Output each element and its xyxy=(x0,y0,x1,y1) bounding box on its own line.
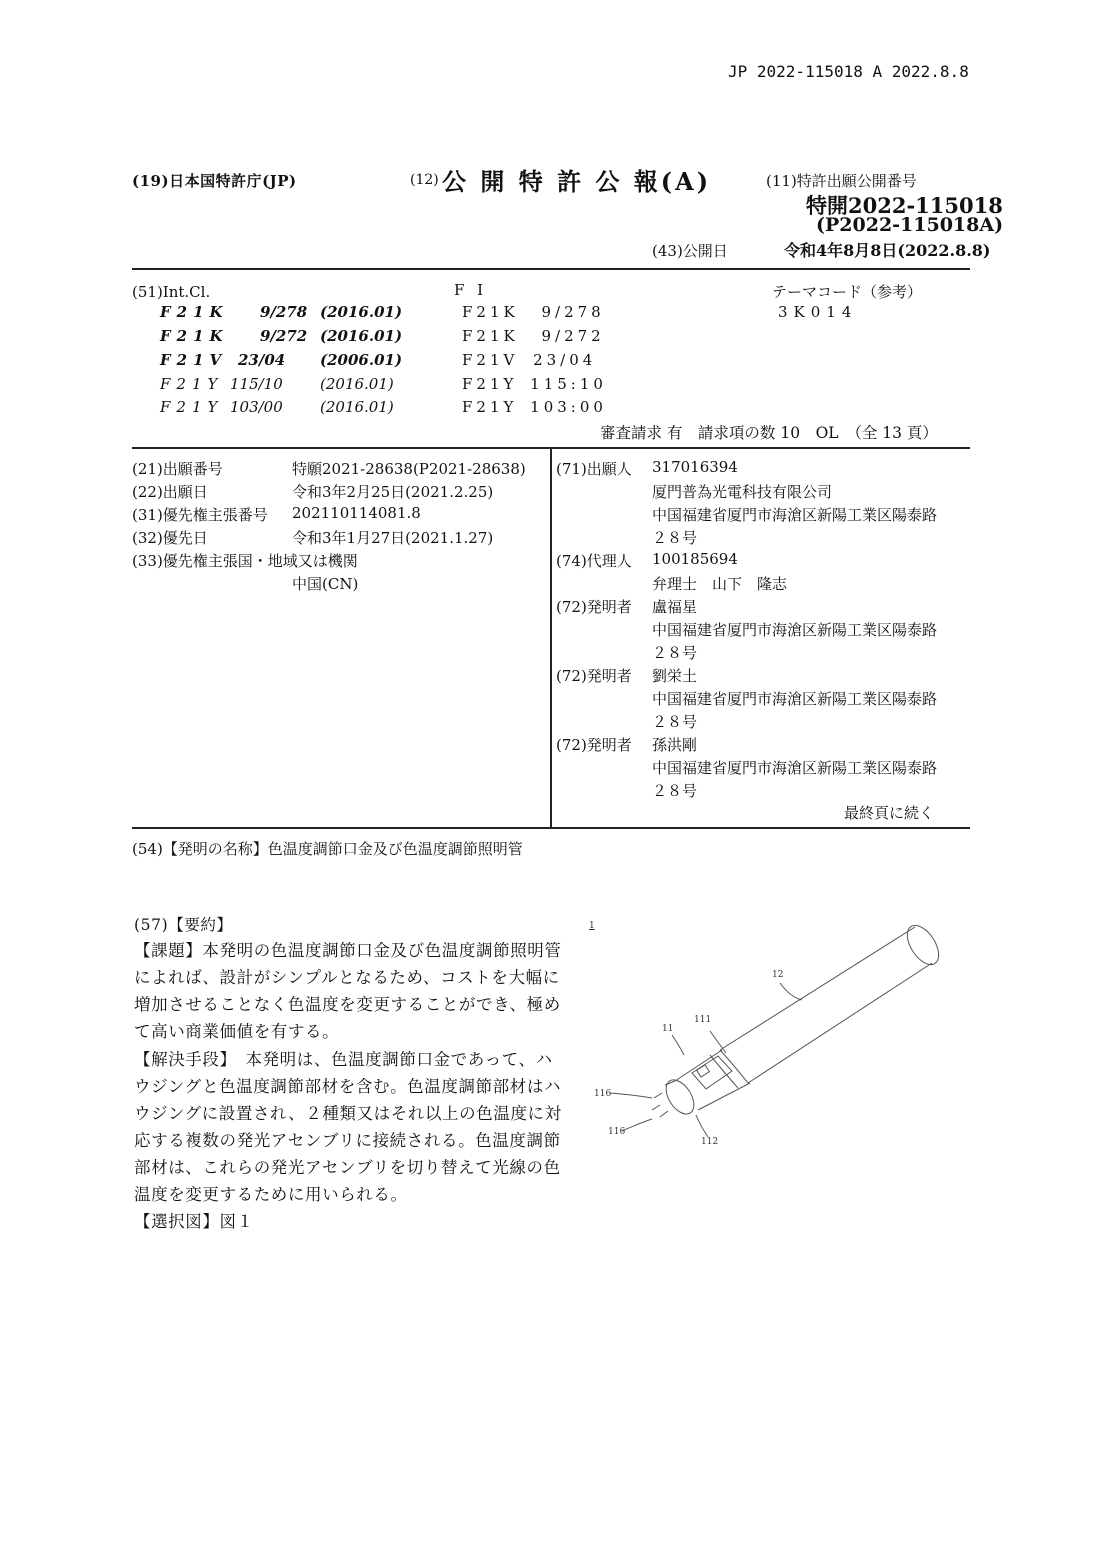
classification-row xyxy=(0,351,1102,373)
patent-office: (19)日本国特許庁(JP) xyxy=(132,172,297,190)
abstract-line: によれば、設計がシンプルとなるため、コストを大幅に xyxy=(134,968,560,987)
doc-type-title: 公 開 特 許 公 報(A) xyxy=(442,167,712,196)
ipc-group: 9/272 xyxy=(260,327,308,345)
bib-label: (71)出願人 xyxy=(556,460,632,478)
fi-label: F I xyxy=(454,281,488,299)
inventor-name: 孫洪剛 xyxy=(652,736,698,754)
inventor-address: 中国福建省厦門市海滄区新陽工業区陽泰路 xyxy=(652,690,938,708)
examination-status: 審査請求 有 請求項の数 10 OL （全 13 頁） xyxy=(600,424,938,442)
bib-value: 特願2021-28638(P2021-28638) xyxy=(292,460,526,478)
bib-value: 202110114081.8 xyxy=(292,504,421,522)
ipc-code: F21Y xyxy=(160,398,224,416)
ipc-group: 103/00 xyxy=(230,398,283,416)
figure-number: 1 xyxy=(589,921,595,931)
ipc-group: 115/10 xyxy=(230,375,283,393)
abstract-line: ウジングに設置され、２種類又はそれ以上の色温度に対 xyxy=(134,1104,562,1123)
classification-row xyxy=(0,303,1102,325)
bib-label: (72)発明者 xyxy=(556,598,632,616)
theme-code: 3K014 xyxy=(778,303,858,321)
intcl-label: (51)Int.Cl. xyxy=(132,283,211,301)
inventor-address: 中国福建省厦門市海滄区新陽工業区陽泰路 xyxy=(652,621,938,639)
ipc-version: (2016.01) xyxy=(320,375,394,393)
publication-number-alt: (P2022-115018A) xyxy=(816,214,1004,236)
abstract-line: 【選択図】図１ xyxy=(134,1212,254,1231)
ipc-group: 23/04 xyxy=(238,351,286,369)
abstract-line: 【解決手段】 本発明は、色温度調節口金であって、ハ xyxy=(134,1050,553,1069)
publication-number-label: (11)特許出願公開番号 xyxy=(766,172,917,190)
bib-label: (72)発明者 xyxy=(556,736,632,754)
theme-code-label: テーマコード（参考） xyxy=(772,283,923,301)
abstract-line: 【課題】本発明の色温度調節口金及び色温度調節照明管 xyxy=(134,941,562,960)
ipc-code: F21K xyxy=(160,303,229,321)
abstract-line: 温度を変更するために用いられる。 xyxy=(134,1185,408,1204)
header-rule xyxy=(132,268,970,270)
ipc-code: F21Y xyxy=(160,375,224,393)
continued-note: 最終頁に続く xyxy=(844,804,935,822)
publication-date-label: (43)公開日 xyxy=(652,242,728,260)
bib-value: 令和3年2月25日(2021.2.25) xyxy=(292,483,494,501)
tube-drawing xyxy=(580,905,960,1165)
bib-label: (33)優先権主張国・地域又は機関 xyxy=(132,552,358,570)
column-divider xyxy=(550,448,552,827)
agent-name: 弁理士 山下 隆志 xyxy=(652,575,788,593)
publication-number: 特開2022-115018 xyxy=(806,193,1003,218)
bib-value: 中国(CN) xyxy=(292,575,359,593)
abstract-line: て高い商業価値を有する。 xyxy=(134,1022,340,1041)
reference-numeral: 112 xyxy=(701,1137,719,1147)
abstract-line: ウジングと色温度調節部材を含む。色温度調節部材はハ xyxy=(134,1077,562,1096)
fi-code: F21K 9/272 xyxy=(462,327,605,345)
reference-numeral: 116 xyxy=(594,1089,612,1099)
inventor-address: ２８号 xyxy=(652,713,698,731)
classification-row xyxy=(0,375,1102,397)
bib-label: (21)出願番号 xyxy=(132,460,223,478)
ipc-version: (2016.01) xyxy=(320,303,403,321)
fi-code: F21V 23/04 xyxy=(462,351,597,369)
bib-value: 令和3年1月27日(2021.1.27) xyxy=(292,529,494,547)
bib-label: (74)代理人 xyxy=(556,552,632,570)
bib-label: (22)出願日 xyxy=(132,483,208,501)
reference-numeral: 116 xyxy=(608,1127,626,1137)
applicant-address: 中国福建省厦門市海滄区新陽工業区陽泰路 xyxy=(652,506,938,524)
applicant-address: ２８号 xyxy=(652,529,698,547)
abstract-line: 増加させることなく色温度を変更することができ、極め xyxy=(134,995,561,1014)
ipc-code: F21V xyxy=(160,351,228,369)
applicant-id: 317016394 xyxy=(652,458,738,476)
ipc-code: F21K xyxy=(160,327,229,345)
reference-numeral: 111 xyxy=(694,1015,712,1025)
reference-numeral: 12 xyxy=(772,970,784,980)
fi-code: F21Y 103:00 xyxy=(462,398,607,416)
inventor-name: 劉栄土 xyxy=(652,667,698,685)
doc-type-prefix: (12) xyxy=(410,172,439,188)
abstract-line: 部材は、これらの発光アセンブリを切り替えて光線の色 xyxy=(134,1158,561,1177)
abstract-line: 応する複数の発光アセンブリに接続される。色温度調節 xyxy=(134,1131,561,1150)
inventor-address: 中国福建省厦門市海滄区新陽工業区陽泰路 xyxy=(652,759,938,777)
fi-code: F21Y 115:10 xyxy=(462,375,607,393)
inventor-address: ２８号 xyxy=(652,782,698,800)
inventor-name: 盧福星 xyxy=(652,598,698,616)
ipc-version: (2016.01) xyxy=(320,327,403,345)
classification-row xyxy=(0,327,1102,349)
bib-label: (31)優先権主張番号 xyxy=(132,506,268,524)
ipc-version: (2016.01) xyxy=(320,398,394,416)
ipc-group: 9/278 xyxy=(260,303,308,321)
bib-label: (32)優先日 xyxy=(132,529,208,547)
bib-label: (72)発明者 xyxy=(556,667,632,685)
top-reference: JP 2022-115018 A 2022.8.8 xyxy=(728,62,969,81)
ipc-version: (2006.01) xyxy=(320,351,403,369)
applicant-name: 厦門普為光電科技有限公司 xyxy=(652,483,833,501)
invention-title: (54)【発明の名称】色温度調節口金及び色温度調節照明管 xyxy=(132,840,523,858)
publication-date: 令和4年8月8日(2022.8.8) xyxy=(784,241,991,260)
reference-numeral: 11 xyxy=(662,1024,674,1034)
abstract-label: (57)【要約】 xyxy=(134,916,233,934)
bibliographic-rule xyxy=(132,827,970,829)
classification-row xyxy=(0,398,1102,420)
inventor-address: ２８号 xyxy=(652,644,698,662)
fi-code: F21K 9/278 xyxy=(462,303,605,321)
agent-id: 100185694 xyxy=(652,550,738,568)
